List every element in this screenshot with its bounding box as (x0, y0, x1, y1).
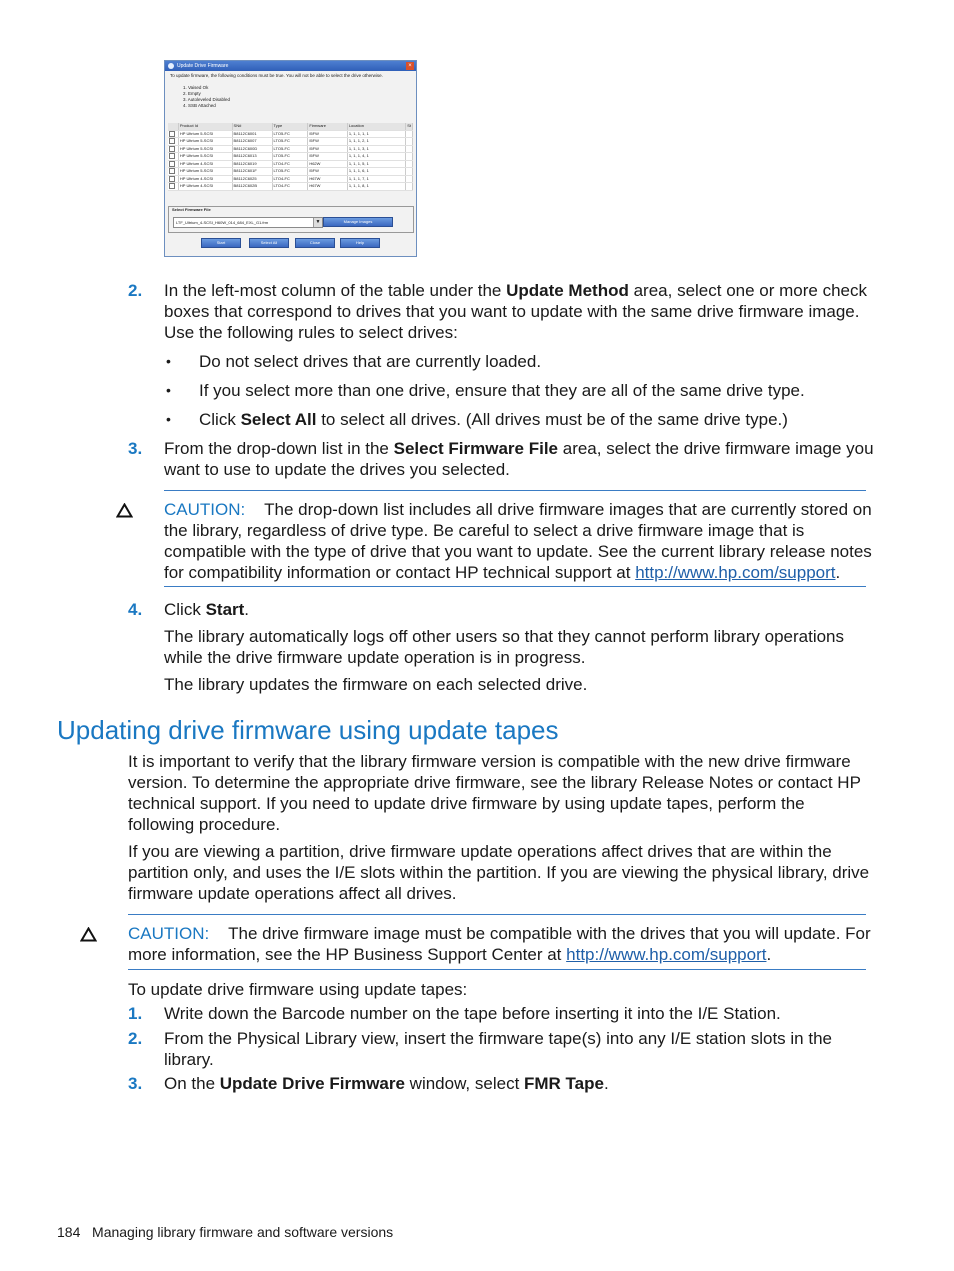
caution-bottom-rule (128, 969, 866, 970)
table-cell: 1, 1, 1, 6, 1 (347, 168, 405, 176)
table-cell: 1, 1, 1, 8, 1 (347, 183, 405, 191)
rule-2: If you select more than one drive, ensure that they are all of the same drive type. (199, 381, 805, 400)
caution-1-text: CAUTION: The drop-down list includes all drive firmware images that are currently stored on the library, regardless of drive type. Be careful to select a drive firmware image that is compatible with the type of drive that you want to update. See the current library release notes for compatibility information or contact HP technical support at http://www.hp.com/support. (164, 500, 872, 582)
hp-support-link[interactable]: http://www.hp.com/support (566, 945, 767, 964)
table-cell (406, 153, 413, 161)
close-icon[interactable]: × (406, 62, 414, 70)
table-cell (406, 130, 413, 138)
table-cell: H67W (308, 175, 348, 183)
table-row[interactable] (168, 138, 413, 146)
checkbox-icon[interactable] (169, 138, 175, 144)
table-cell: LTO5-FC (272, 168, 308, 176)
bullet-icon: • (166, 353, 171, 369)
table-cell: HP Ultrium 5-SCSI (178, 130, 232, 138)
table-cell: LTO5-FC (272, 138, 308, 146)
checkbox-icon[interactable] (169, 161, 175, 167)
procedure-intro: To update drive firmware using update tapes: (128, 980, 468, 999)
table-row[interactable] (168, 145, 413, 153)
proc-step-1-number: 1. (128, 1004, 143, 1023)
row-checkbox[interactable] (168, 153, 178, 161)
row-checkbox[interactable] (168, 145, 178, 153)
window-intro: To update firmware, the following conditions must be true. You will not be able to select the drive otherwise. (170, 73, 383, 78)
col-status[interactable]: St (407, 123, 411, 128)
table-cell: B8112C6013 (232, 153, 272, 161)
rule-1: Do not select drives that are currently loaded. (199, 352, 542, 371)
firmware-file-dropdown[interactable] (173, 217, 323, 228)
table-cell: I5FW (308, 138, 348, 146)
close-button[interactable]: Close (295, 238, 335, 248)
manage-images-button[interactable]: Manage Images (323, 217, 393, 227)
table-cell: 1, 1, 1, 3, 1 (347, 145, 405, 153)
footer-text: Managing library firmware and software versions (92, 1224, 394, 1240)
row-checkbox[interactable] (168, 175, 178, 183)
step-2-text: In the left-most column of the table under the Update Method area, select one or more check boxes that correspond to drives that you want to update with the same drive firmware image. Use the following rules to select drives: (164, 281, 867, 342)
caution-top-rule (164, 490, 866, 491)
table-cell: B8112C600D (232, 145, 272, 153)
table-cell (406, 145, 413, 153)
chevron-down-icon: ▼ (313, 218, 322, 227)
table-cell: I5FW (308, 145, 348, 153)
proc-step-3-text: On the Update Drive Firmware window, select FMR Tape. (164, 1074, 609, 1093)
checkbox-icon[interactable] (169, 146, 175, 152)
col-check (168, 123, 178, 130)
table-cell: B8112C6001 (232, 130, 272, 138)
table-row[interactable] (168, 183, 413, 191)
condition-2: 2. Empty (183, 91, 201, 96)
table-cell: 1, 1, 1, 4, 1 (347, 153, 405, 161)
table-row[interactable] (168, 130, 413, 138)
warning-triangle-icon (80, 927, 97, 942)
caution-2-text: CAUTION: The drive firmware image must be compatible with the drives that you will update. For more information, see the HP Business Support Center at http://www.hp.com/support. (128, 924, 871, 964)
caution-label: CAUTION: (128, 924, 210, 943)
proc-step-1-text: Write down the Barcode number on the tape before inserting it into the I/E Station. (164, 1004, 781, 1023)
col-product-id[interactable]: Product Id (178, 123, 232, 130)
step-2-number: 2. (128, 281, 143, 300)
table-cell: 1, 1, 1, 1, 1 (347, 130, 405, 138)
checkbox-icon[interactable] (169, 131, 175, 137)
table-cell: HP Ultrium 4-SCSI (178, 183, 232, 191)
caution-label: CAUTION: (164, 500, 246, 519)
table-cell: B8112C6007 (232, 138, 272, 146)
checkbox-icon[interactable] (169, 153, 175, 159)
hp-support-link[interactable]: http://www.hp.com/support (635, 563, 836, 582)
rule-3: Click Select All to select all drives. (All drives must be of the same drive type.) (199, 410, 788, 429)
table-row[interactable] (168, 168, 413, 176)
table-cell: LTO5-FC (272, 130, 308, 138)
table-cell: 1, 1, 1, 7, 1 (347, 175, 405, 183)
step-4-para-2: The library updates the firmware on each selected drive. (164, 675, 588, 694)
table-cell: HP Ultrium 5-SCSI (178, 145, 232, 153)
checkbox-icon[interactable] (169, 176, 175, 182)
step-3-text: From the drop-down list in the Select Firmware File area, select the drive firmware image you want to use to update the drives you selected. (164, 439, 874, 479)
drive-table (168, 123, 413, 191)
table-cell (406, 175, 413, 183)
update-drive-firmware-screenshot (164, 60, 417, 257)
table-cell: HP Ultrium 4-SCSI (178, 175, 232, 183)
select-all-button[interactable]: Select All (249, 238, 289, 248)
table-cell (406, 138, 413, 146)
table-row[interactable] (168, 160, 413, 168)
window-title: Update Drive Firmware (177, 63, 229, 69)
row-checkbox[interactable] (168, 138, 178, 146)
table-cell: I5FW (308, 153, 348, 161)
section-heading: Updating drive firmware using update tapes (57, 715, 559, 745)
section-para-2: If you are viewing a partition, drive firmware update operations affect drives that are within the partition only, and uses the I/E slots within the partition. If you are viewing the physical library, drive firmware update operations affect all drives. (128, 842, 870, 903)
row-checkbox[interactable] (168, 183, 178, 191)
table-cell: 1, 1, 1, 2, 1 (347, 138, 405, 146)
table-cell: LTO5-FC (272, 153, 308, 161)
table-cell (406, 160, 413, 168)
col-location[interactable]: Location (347, 123, 405, 130)
col-firmware[interactable]: Firmware (308, 123, 348, 130)
select-firmware-label: Select Firmware File (172, 207, 211, 212)
proc-step-2-text: From the Physical Library view, insert the firmware tape(s) into any I/E station slots in the library. (164, 1029, 832, 1069)
firmware-file-value: LTF_Ultrium_4-SCSI_H60W_014_684_EXL_G1.frm (176, 220, 269, 225)
table-cell: LTO5-FC (272, 145, 308, 153)
table-cell: LTO4-FC (272, 160, 308, 168)
help-button[interactable]: Help (340, 238, 380, 248)
app-icon (168, 63, 174, 69)
caution-bottom-rule (164, 586, 866, 587)
table-cell: B8112C6025 (232, 175, 272, 183)
step-4-para-1: The library automatically logs off other users so that they cannot perform library operations while the drive firmware update operation is in progress. (164, 627, 845, 667)
row-checkbox[interactable] (168, 168, 178, 176)
table-cell: I5FW (308, 130, 348, 138)
bullet-icon: • (166, 382, 171, 398)
page-number: 184 (57, 1224, 81, 1240)
col-sn[interactable]: SN# (232, 123, 272, 130)
table-cell: B8112C6019 (232, 160, 272, 168)
table-cell: B8112C602B (232, 183, 272, 191)
page-footer (57, 1223, 393, 1241)
table-row[interactable] (168, 175, 413, 183)
section-para-1: It is important to verify that the library firmware version is compatible with the new drive firmware version. To determine the appropriate drive firmware, see the library Release Notes or contact HP technical support. If you need to update drive firmware by using update tapes, perform the following procedure. (128, 752, 861, 834)
condition-4: 4. SSB Attached (183, 103, 216, 108)
table-cell (406, 183, 413, 191)
table-cell: LTO4-FC (272, 175, 308, 183)
table-cell: HP Ultrium 4-SCSI (178, 160, 232, 168)
window-titlebar (165, 61, 416, 71)
table-cell: HP Ultrium 5-SCSI (178, 153, 232, 161)
start-button[interactable]: Start (201, 238, 241, 248)
table-cell: 1, 1, 1, 5, 1 (347, 160, 405, 168)
table-cell: H62W (308, 160, 348, 168)
condition-1: 1. Vaised Ok (183, 85, 209, 90)
proc-step-3-number: 3. (128, 1074, 143, 1093)
condition-3: 3. Autoleveled Disabled (183, 97, 231, 102)
checkbox-icon[interactable] (169, 183, 175, 189)
table-cell: HP Ultrium 5-SCSI (178, 138, 232, 146)
checkbox-icon[interactable] (169, 168, 175, 174)
step-4-text: Click Start. (164, 600, 250, 619)
table-row[interactable] (168, 153, 413, 161)
table-cell: HP Ultrium 5-SCSI (178, 168, 232, 176)
proc-step-2-number: 2. (128, 1029, 143, 1048)
table-cell: H67W (308, 183, 348, 191)
col-type[interactable]: Type (272, 123, 308, 130)
table-cell: I5FW (308, 168, 348, 176)
warning-triangle-icon (116, 503, 133, 518)
caution-top-rule (128, 914, 866, 915)
step-3-number: 3. (128, 439, 143, 458)
step-4-number: 4. (128, 600, 143, 619)
table-cell (406, 168, 413, 176)
bullet-icon: • (166, 411, 171, 427)
table-cell: LTO4-FC (272, 183, 308, 191)
row-checkbox[interactable] (168, 130, 178, 138)
row-checkbox[interactable] (168, 160, 178, 168)
table-cell: B8112C601F (232, 168, 272, 176)
